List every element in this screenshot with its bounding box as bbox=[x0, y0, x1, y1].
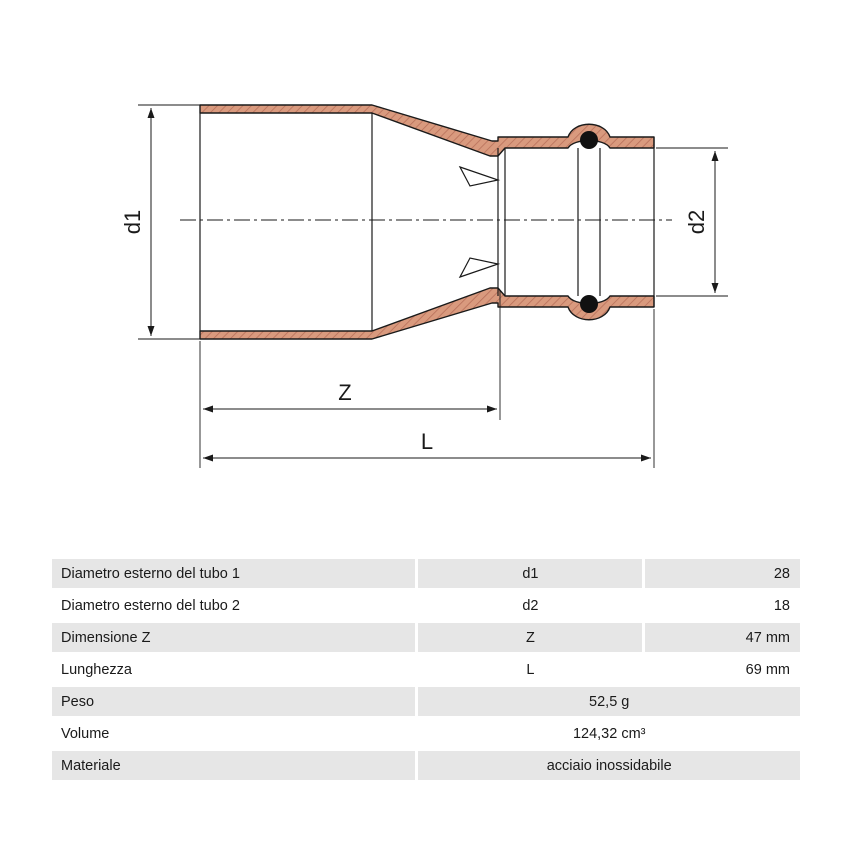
specifications-table bbox=[52, 556, 800, 783]
table-row bbox=[52, 655, 800, 684]
row-label: Diametro esterno del tubo 2 bbox=[52, 591, 415, 620]
row-value: 69 mm bbox=[642, 655, 800, 684]
row-label: Materiale bbox=[52, 751, 415, 780]
row-label: Dimensione Z bbox=[52, 623, 415, 652]
row-label: Volume bbox=[52, 719, 415, 748]
row-value: 52,5 g bbox=[415, 687, 800, 716]
extension-lines bbox=[138, 105, 728, 468]
table-row bbox=[52, 751, 800, 780]
label-l: L bbox=[420, 429, 434, 454]
table-row bbox=[52, 591, 800, 620]
o-ring-top bbox=[580, 131, 598, 149]
row-symbol: d2 bbox=[415, 591, 642, 620]
row-symbol: Z bbox=[415, 623, 642, 652]
table-row bbox=[52, 687, 800, 716]
row-value: 47 mm bbox=[642, 623, 800, 652]
table-row bbox=[52, 719, 800, 748]
row-symbol: d1 bbox=[415, 559, 642, 588]
row-label: Diametro esterno del tubo 1 bbox=[52, 559, 415, 588]
row-value: 18 bbox=[642, 591, 800, 620]
row-symbol: L bbox=[415, 655, 642, 684]
label-d2: d2 bbox=[684, 209, 709, 235]
table-row bbox=[52, 559, 800, 588]
row-label: Lunghezza bbox=[52, 655, 415, 684]
row-value: acciaio inossidabile bbox=[415, 751, 800, 780]
row-value: 124,32 cm³ bbox=[415, 719, 800, 748]
table-row bbox=[52, 623, 800, 652]
label-d1: d1 bbox=[120, 209, 145, 235]
label-z: Z bbox=[338, 380, 352, 405]
row-value: 28 bbox=[642, 559, 800, 588]
dimension-lines bbox=[151, 108, 715, 458]
row-label: Peso bbox=[52, 687, 415, 716]
o-ring-bottom bbox=[580, 295, 598, 313]
